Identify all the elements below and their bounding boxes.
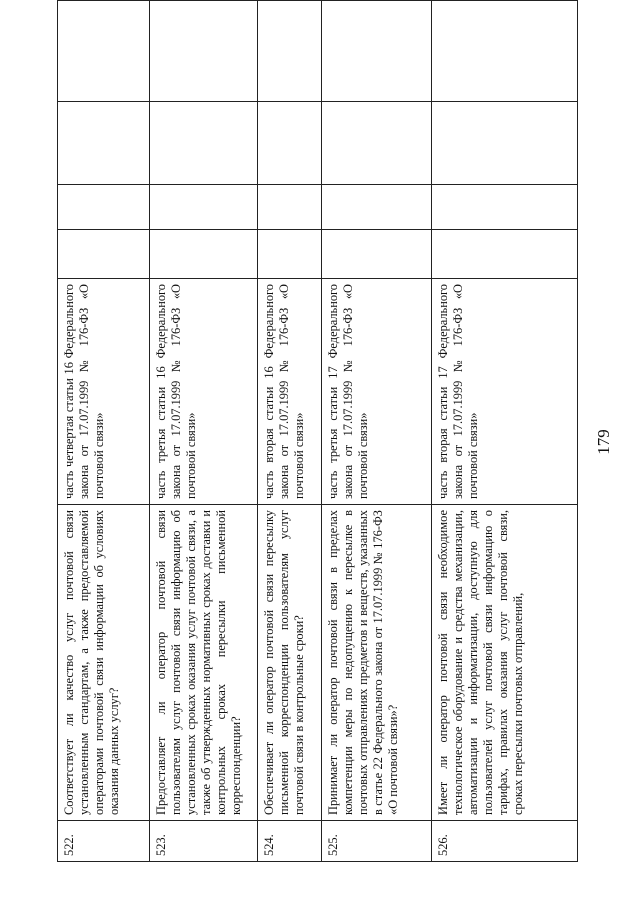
table-row xyxy=(322,0,432,862)
table-row xyxy=(258,0,322,862)
notes-cell[interactable] xyxy=(58,1,150,102)
question-cell: Обеспечивает ли оператор почтовой связи пересылку письменной корреспонденции пользователям услуг почтовой связи в контрольные сроки? xyxy=(258,505,322,821)
comment-cell[interactable] xyxy=(322,0,432,1)
row-number: 523. xyxy=(150,821,258,862)
checklist-table xyxy=(57,0,578,862)
notes-cell[interactable] xyxy=(322,1,432,102)
answer-no-cell[interactable] xyxy=(58,185,150,230)
answer-yes-cell[interactable] xyxy=(258,230,322,279)
question-cell: Имеет ли оператор почтовой связи необходимое технологическое оборудование и средства механизации, автоматизации и информатизации, доступную для пользователей услуг почтовой связи информацию о тарифах, правилах оказания услуг почтовой связи, сроках пересылки почтовых отправлений, xyxy=(432,505,578,821)
not-applicable-cell[interactable] xyxy=(258,102,322,185)
answer-no-cell[interactable] xyxy=(432,185,578,230)
comment-cell[interactable] xyxy=(432,0,578,1)
legal-reference-cell: часть третья статьи 17 Федерального закона от 17.07.1999 № 176-ФЗ «О почтовой связи» xyxy=(322,279,432,505)
table-row xyxy=(58,0,150,862)
question-cell: Принимает ли оператор почтовой связи в пределах компетенции меры по недопущению к пересылке в почтовых отправлениях предметов и веществ, указанных в статье 22 Федерального закона от 17.07.1999 № 176-ФЗ «О почтовой связи»? xyxy=(322,505,432,821)
answer-yes-cell[interactable] xyxy=(58,230,150,279)
row-number: 524. xyxy=(258,821,322,862)
answer-no-cell[interactable] xyxy=(258,185,322,230)
legal-reference-cell: часть вторая статьи 17 Федерального закона от 17.07.1999 № 176-ФЗ «О почтовой связи» xyxy=(432,279,578,505)
legal-reference-cell: часть вторая статьи 16 Федерального закона от 17.07.1999 № 176-ФЗ «О почтовой связи» xyxy=(258,279,322,505)
table-row xyxy=(432,0,578,862)
not-applicable-cell[interactable] xyxy=(150,102,258,185)
row-number: 525. xyxy=(322,821,432,862)
answer-yes-cell[interactable] xyxy=(150,230,258,279)
not-applicable-cell[interactable] xyxy=(432,102,578,185)
not-applicable-cell[interactable] xyxy=(322,102,432,185)
row-number: 522. xyxy=(58,821,150,862)
question-cell: Соответствует ли качество услуг почтовой связи установленным стандартам, а также предоставляемой операторами почтовой связи информации об условиях оказания данных услуг? xyxy=(58,505,150,821)
notes-cell[interactable] xyxy=(258,1,322,102)
comment-cell[interactable] xyxy=(258,0,322,1)
answer-no-cell[interactable] xyxy=(322,185,432,230)
notes-cell[interactable] xyxy=(432,1,578,102)
not-applicable-cell[interactable] xyxy=(58,102,150,185)
answer-no-cell[interactable] xyxy=(150,185,258,230)
page-number: 179 xyxy=(594,429,613,455)
legal-reference-cell: часть третья статьи 16 Федерального закона от 17.07.1999 № 176-ФЗ «О почтовой связи» xyxy=(150,279,258,505)
answer-yes-cell[interactable] xyxy=(322,230,432,279)
question-cell: Предоставляет ли оператор почтовой связи пользователям услуг почтовой связи информацию об установленных сроках оказания услуг почтовой связи, а также об утвержденных нормативных сроках доставки и контрольных сроках пересылки письменной корреспонденции? xyxy=(150,505,258,821)
answer-yes-cell[interactable] xyxy=(432,230,578,279)
row-number: 526. xyxy=(432,821,578,862)
comment-cell[interactable] xyxy=(58,0,150,1)
table-row xyxy=(150,0,258,862)
notes-cell[interactable] xyxy=(150,1,258,102)
legal-reference-cell: часть четвертая статьи 16 Федерального закона от 17.07.1999 № 176-ФЗ «О почтовой связи» xyxy=(58,279,150,505)
checklist-table-rotated xyxy=(57,22,577,862)
comment-cell[interactable] xyxy=(150,0,258,1)
